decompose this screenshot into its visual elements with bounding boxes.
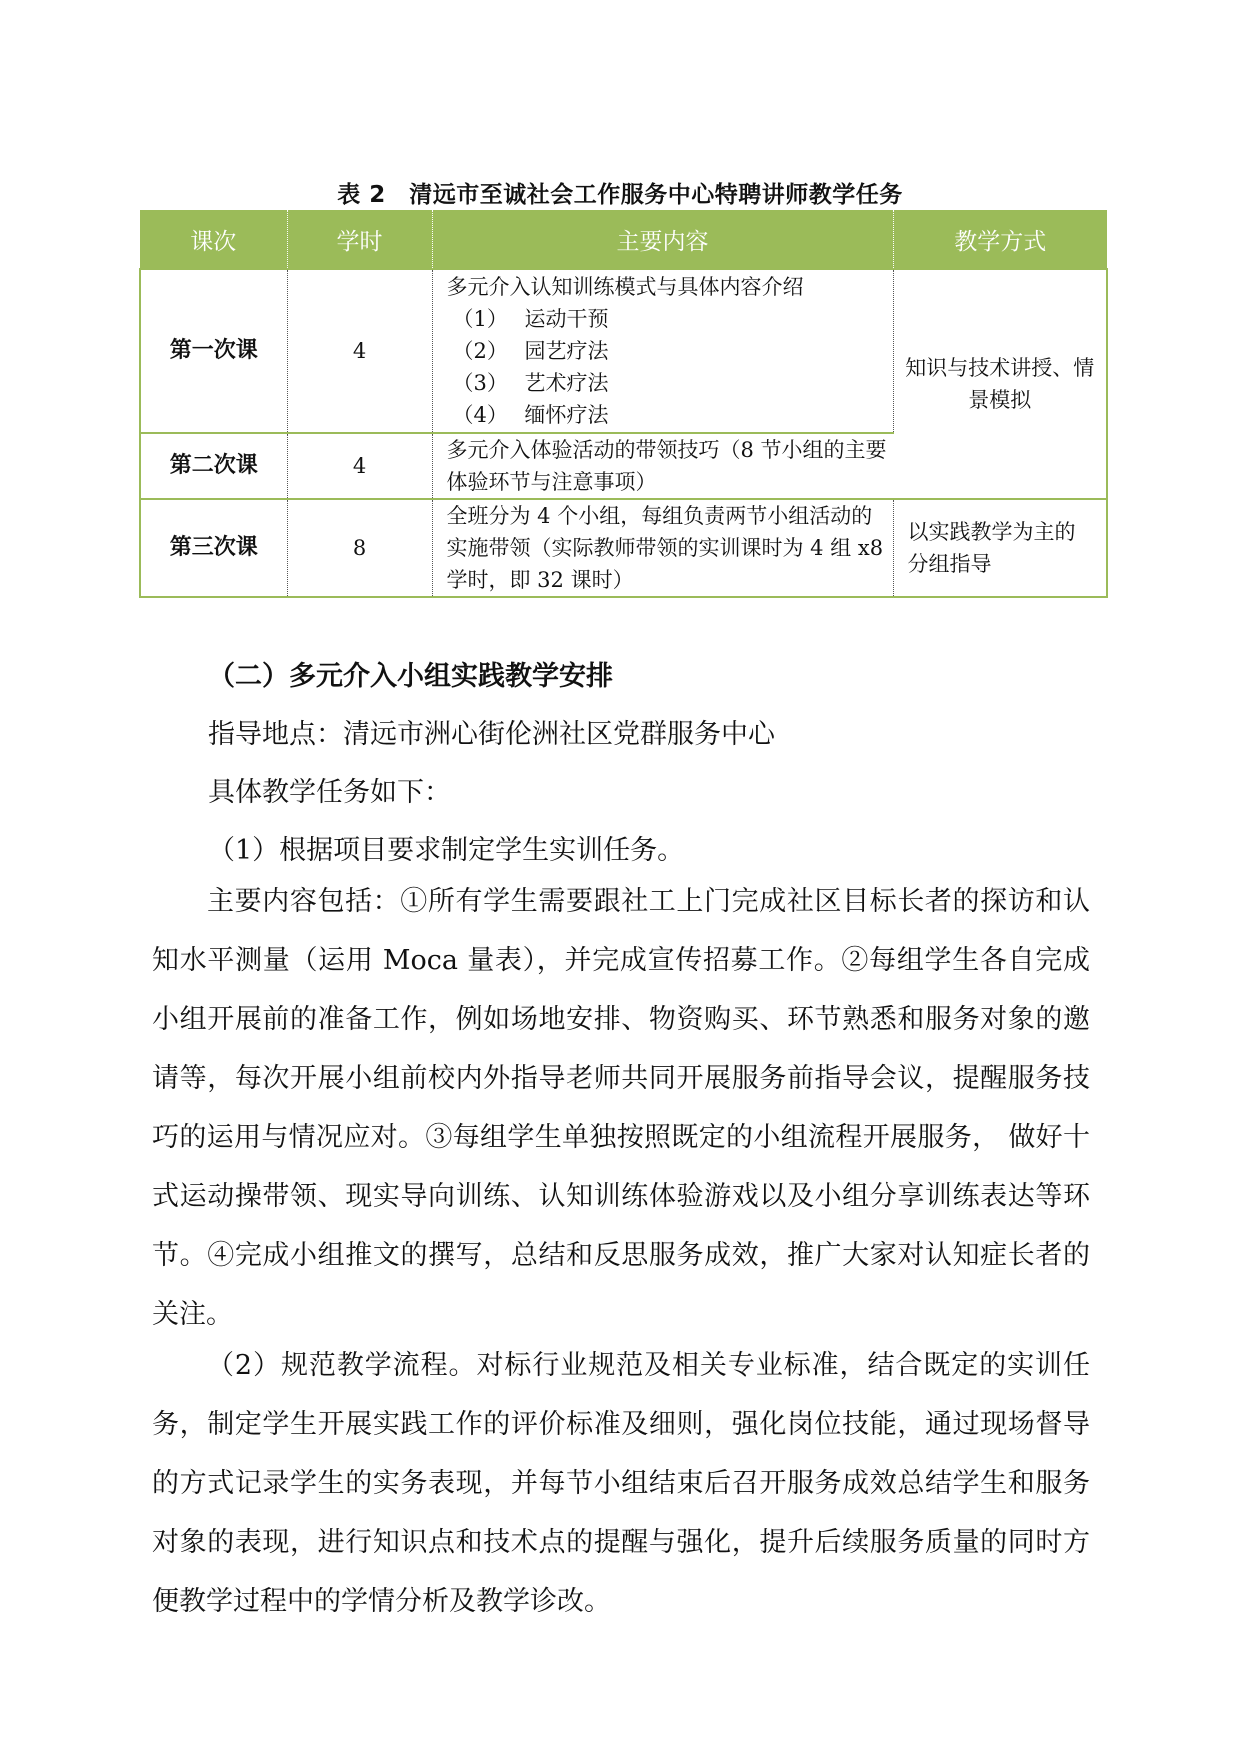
item2-body: （2）规范教学流程。对标行业规范及相关专业标准，结合既定的实训任务，制定学生开展实践工作的评价标准及细则，强化岗位技能，通过现场督导的方式记录学生的实务表现，并每节小组结束后召开服务成效总结学生和服务对象的表现，进行知识点和技术点的提醒与强化，提升后续服务质量的同时方便教学过程中的学情分析及教学诊改。 [152,1350,1090,1617]
lesson-cell: 第二次课 [140,433,287,499]
hours-cell: 4 [287,269,432,433]
section-heading: （二）多元介入小组实践教学安排 [208,661,613,692]
content-item: （4） 缅怀疗法 [452,403,609,427]
location-line: 指导地点：清远市洲心街伦洲社区党群服务中心 [208,719,775,750]
lesson-cell: 第三次课 [140,499,287,597]
hours-cell: 8 [287,499,432,597]
content-item: （2） 园艺疗法 [452,339,609,363]
content-cell [432,269,893,433]
teaching-task-table [139,210,1108,598]
content-item: （3） 艺术疗法 [452,371,609,395]
content-title: 多元介入认知训练模式与具体内容介绍 [446,275,804,299]
intro-line: 具体教学任务如下： [208,777,451,808]
method-cell: 以实践教学为主的分组指导 [893,499,1107,597]
table-row [140,499,1107,597]
content-item: （1） 运动干预 [452,307,609,331]
content-cell: 全班分为 4 个小组，每组负责两节小组活动的实施带领（实际教师带领的实训课时为 4 组 x8 学时，即 32 课时） [432,499,893,597]
lesson-cell: 第一次课 [140,269,287,433]
table-header-row [140,210,1107,269]
method-cell: 知识与技术讲授、情景模拟 [893,269,1107,499]
table-caption: 表 2 清远市至诚社会工作服务中心特聘讲师教学任务 [337,182,903,208]
item1-body: 主要内容包括：①所有学生需要跟社工上门完成社区目标长者的探访和认知水平测量（运用 Moca 量表），并完成宣传招募工作。②每组学生各自完成小组开展前的准备工作，例如场地安排、物资购买、环节熟悉和服务对象的邀请等，每次开展小组前校内外指导老师共同开展服务前指导会议，提醒服务技巧的运用与情况应对。③每组学生单独按照既定的小组流程开展服务， 做好十式运动操带领、现实导向训练、认知训练体验游戏以及小组分享训练表达等环节。④完成小组推文的撰写，总结和反思服务成效，推广大家对认知症长者的关注。 [152,886,1090,1330]
content-cell: 多元介入体验活动的带领技巧（8 节小组的主要体验环节与注意事项） [432,433,893,499]
hours-cell: 4 [287,433,432,499]
header-hours: 学时 [287,210,432,269]
item1-title: （1）根据项目要求制定学生实训任务。 [208,835,685,866]
header-method: 教学方式 [893,210,1107,269]
header-lesson: 课次 [140,210,287,269]
table-row [140,269,1107,433]
header-content: 主要内容 [432,210,893,269]
